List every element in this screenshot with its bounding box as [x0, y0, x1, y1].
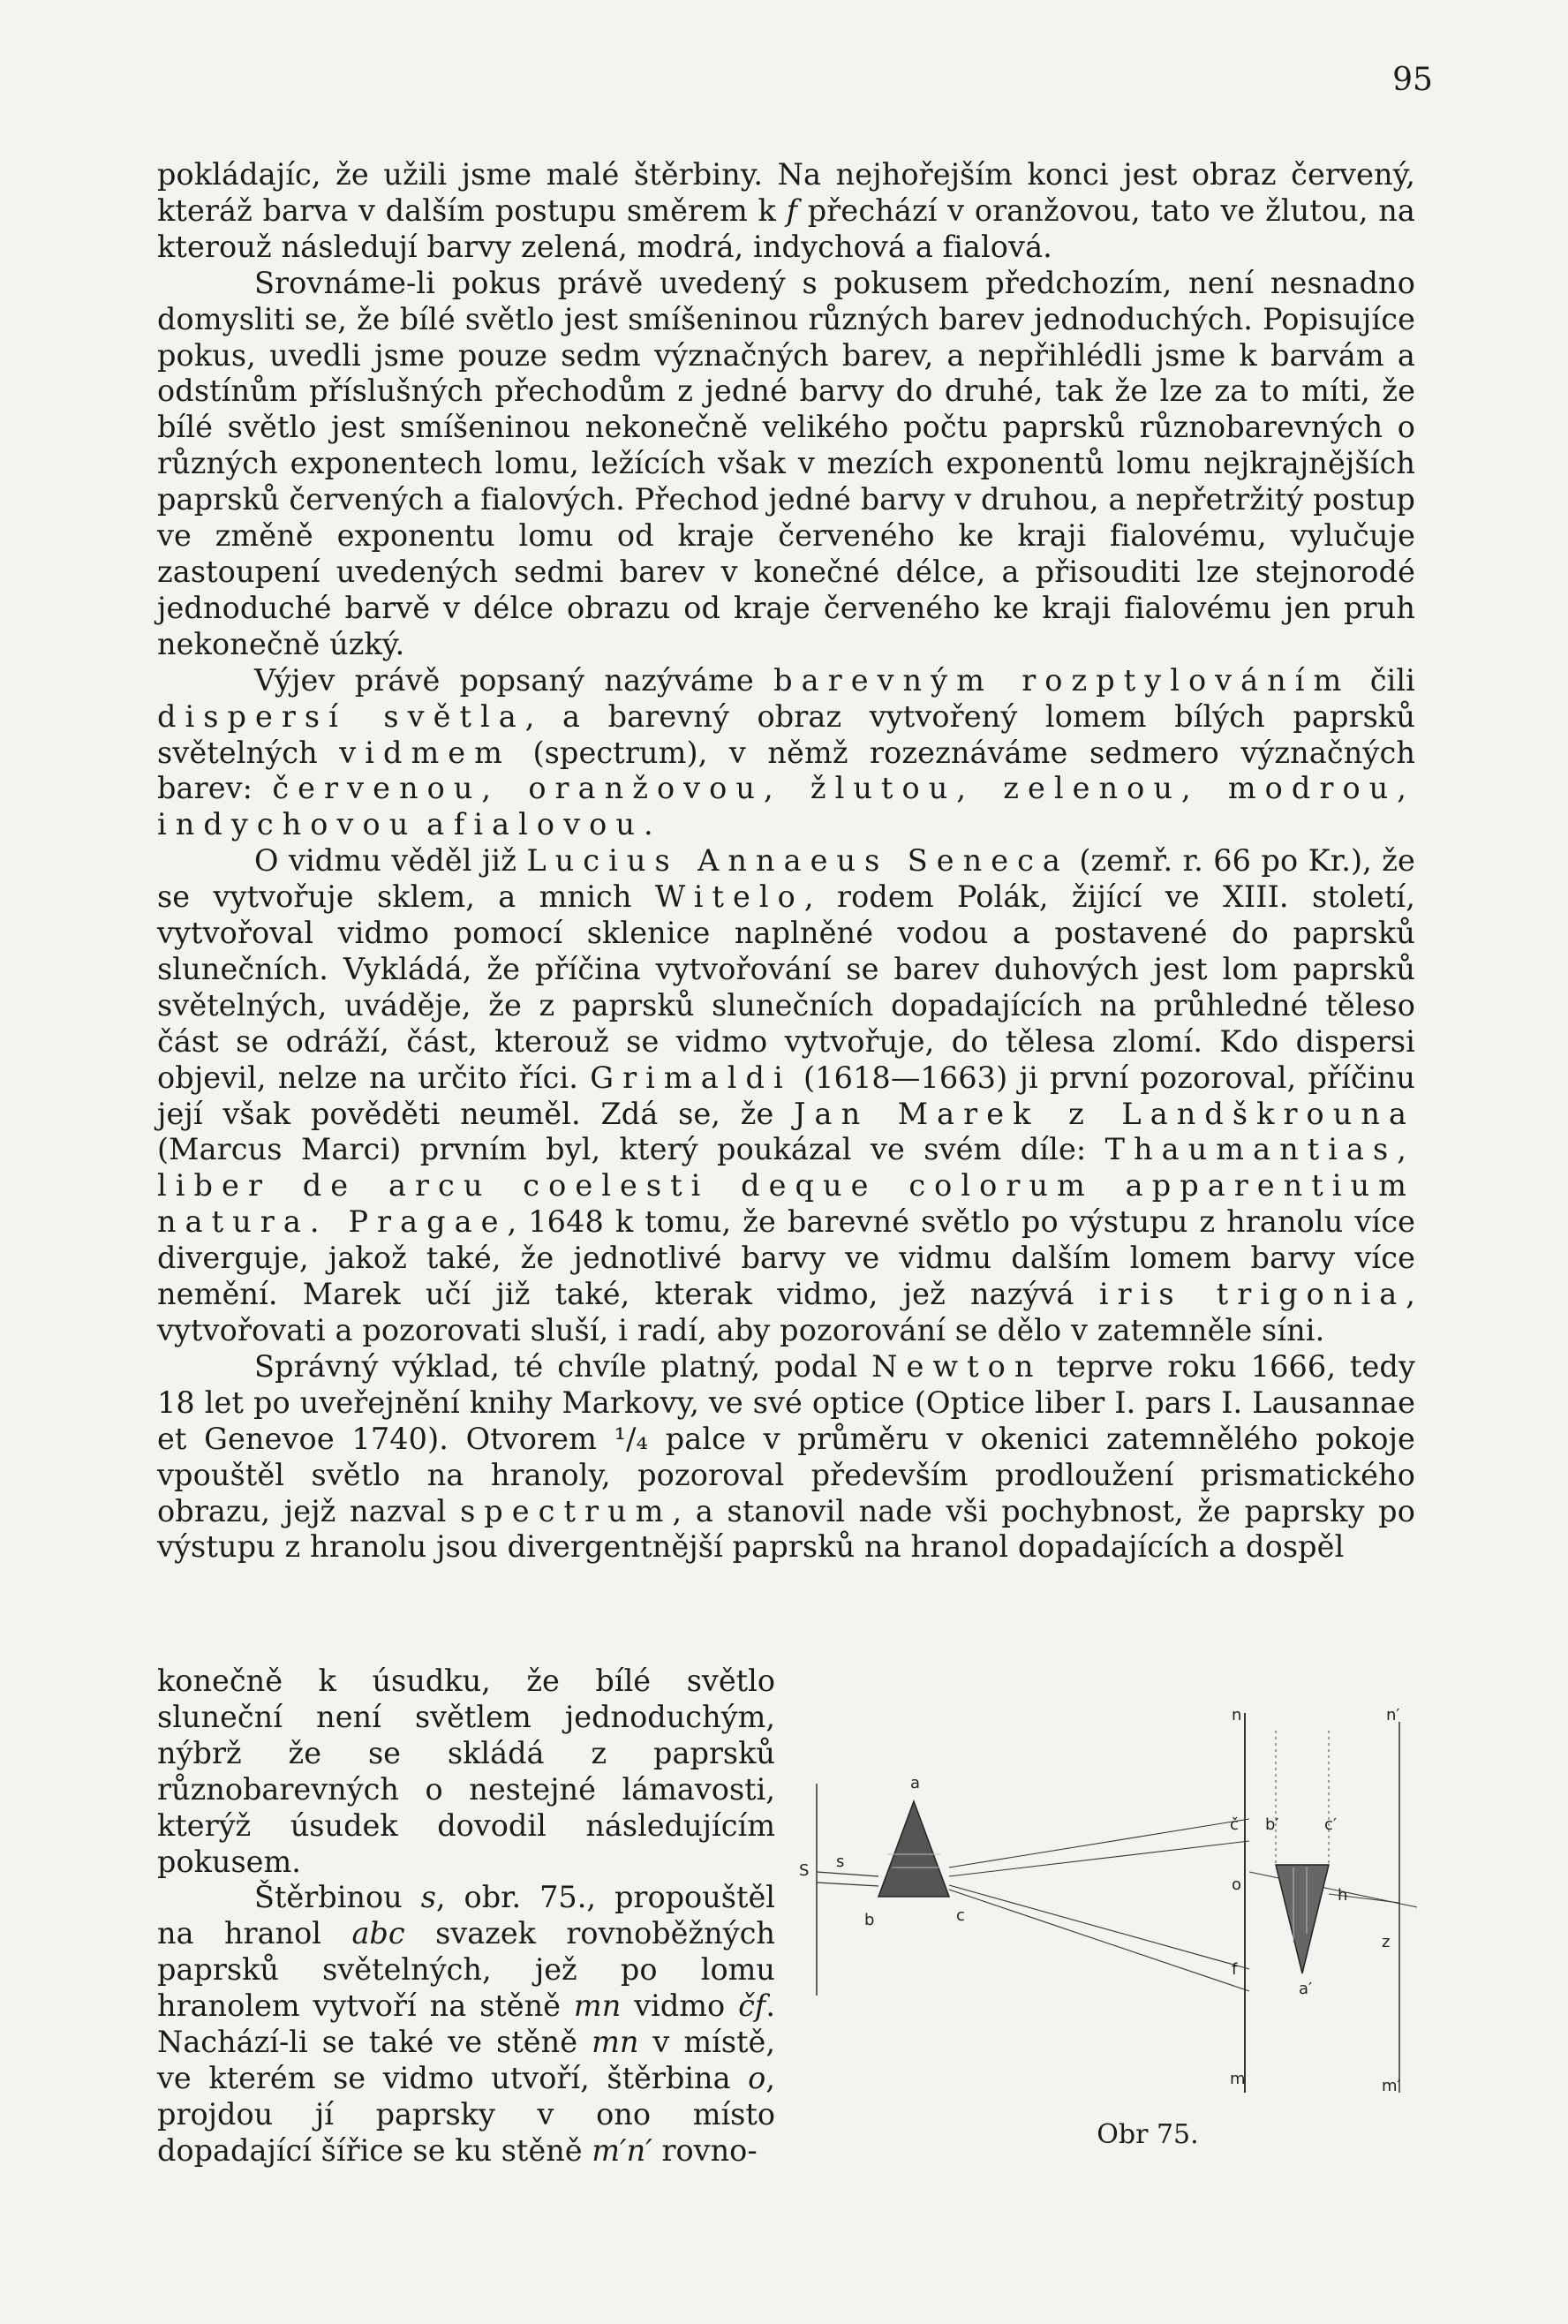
- spaced-emphasis: Thaumantias, liber de arcu coelesti deque colorum apparentium natura. Pragae: [157, 1132, 1415, 1240]
- text-run: Srovnáme-li pokus právě uvedený s pokusem předchozím, není nesnadno domysliti se, že bílé světlo jest smíšeninou různých barev jednoduchých. Popisujíce pokus, uvedli jsme pouze sedm význačných barev, a nepřihlédli jsme k barvám a odstínům příslušných přechodům z jedné barvy do druhé, tak že lze za to míti, že bílé světlo jest smíšeninou nekonečně velikého počtu paprsků různobarevných o různých exponentech lomu, ležících však v mezích exponentů lomu nejkrajnějších paprsků červených a fialových. Přechod jedné barvy v druhou, a nepřetržitý postup ve změně exponentu lomu od kraje červeného ke kraji fialovému, vylučuje zastoupení uvedených sedmi barev v konečné délce, a přisouditi lze stejnorodé jednoduché barvě v délce obrazu od kraje červeného ke kraji fialovému jen pruh nekonečně úzký.: [157, 265, 1415, 661]
- text-run: v místě, ve kterém se vidmo utvoří, štěrbina: [157, 2025, 775, 2095]
- prism-abc: [878, 1801, 949, 1897]
- prism-diagram: [799, 1678, 1435, 2119]
- text-run: , 1648 k tomu, že barevné světlo po výstupu z hranolu více diverguje, jakož také, že jednotlivé barvy ve vidmu dalším lomem barvy více nemění. Marek učí již také, kterak vidmo, jež nazývá: [157, 1204, 1415, 1312]
- ray-incident-1: [817, 1872, 878, 1876]
- paragraph: [157, 1880, 775, 2169]
- ray-refracted-3: [949, 1885, 1249, 1969]
- italic-symbol: s: [420, 1880, 436, 1915]
- spaced-emphasis: barevným rozptylováním: [773, 662, 1351, 698]
- spaced-emphasis: Newton: [871, 1348, 1043, 1384]
- text-run: rovno-: [652, 2132, 758, 2168]
- ray-refracted-4: [949, 1890, 1249, 1991]
- spaced-emphasis: spectrum: [460, 1493, 673, 1528]
- text-run: , obr. 75., propouštěl na hranol: [157, 1880, 775, 1951]
- text-run: Výjev právě popsaný nazýváme: [254, 662, 774, 698]
- text-run: (1618—1663) ji první pozoroval, příčinu její však pověděti neuměl. Zdá se, že: [157, 1060, 1416, 1131]
- text-run: čili: [1350, 662, 1415, 698]
- text-run: . Nachází-li se také ve stěně: [157, 1988, 775, 2060]
- spaced-emphasis: vidmem: [339, 735, 511, 770]
- ray-incident-2: [817, 1883, 878, 1886]
- text-run: (zemř. r. 66 po Kr.), že se vytvořuje sklem, a mnich: [157, 843, 1415, 915]
- label-a: a: [910, 1774, 921, 1792]
- text-run: O vidmu věděl již: [254, 843, 527, 879]
- label-c-hacek: č: [1230, 1815, 1239, 1834]
- label-n-prime: n′: [1386, 1706, 1400, 1724]
- label-z: z: [1382, 1933, 1391, 1951]
- spaced-emphasis: dispersí světla: [157, 698, 525, 734]
- text-run: pokládajíc, že užili jsme malé štěrbiny. Na nejhořejším konci jest obraz červený, kteráž barva v dalším postupu směrem k: [157, 157, 1415, 228]
- paragraph: [157, 843, 1415, 1349]
- text-run: , a barevný obraz vytvořený lomem bílých paprsků světelných: [157, 698, 1415, 770]
- italic-symbol: mn: [573, 1988, 622, 2024]
- spaced-emphasis: Grimaldi: [590, 1060, 792, 1095]
- ray-refracted-1: [949, 1819, 1249, 1868]
- italic-symbol: mn: [592, 2025, 639, 2060]
- text-run: Štěrbinou: [254, 1880, 421, 1915]
- wrapped-text: [157, 1664, 775, 2169]
- label-a-prime: a′: [1299, 1980, 1313, 1998]
- text-run: (Marcus Marci) prvním byl, který poukázal ve svém díle:: [157, 1132, 1105, 1167]
- spaced-emphasis: Lucius Annaeus Seneca: [526, 843, 1069, 879]
- spaced-emphasis: Jan Marek z Landškrouna: [794, 1096, 1415, 1131]
- paragraph: [157, 266, 1415, 663]
- label-b: b: [864, 1911, 875, 1929]
- label-m: m: [1230, 2070, 1246, 2088]
- text-run: přechází v oranžovou, tato ve žlutou, na kterouž následují barvy zelená, modrá, indychová a fialová.: [157, 192, 1415, 264]
- text-run: svazek rovnoběžných paprsků světelných, jež po lomu hranolem vytvoří na stěně: [157, 1916, 775, 2024]
- label-m-prime: m′: [1382, 2077, 1401, 2095]
- italic-symbol: abc: [351, 1916, 405, 1951]
- figure-caption: Obr 75.: [1097, 2119, 1199, 2150]
- label-b-prime: b′: [1265, 1815, 1279, 1834]
- paragraph: [157, 1664, 775, 1880]
- spaced-emphasis: iris trigonia: [1098, 1277, 1406, 1312]
- paragraph: [157, 1349, 1415, 1566]
- main-text: [157, 157, 1415, 1566]
- paragraph: [157, 157, 1415, 266]
- italic-symbol: čf: [738, 1988, 766, 2024]
- page-number: 95: [1392, 62, 1433, 98]
- spaced-emphasis: červenou, oranžovou, žlutou, zelenou, modrou, indychovou: [157, 771, 1415, 842]
- italic-symbol: m′n′: [592, 2132, 652, 2168]
- label-c: c: [956, 1906, 965, 1925]
- text-run: teprve roku 1666, tedy 18 let po uveřejnění knihy Markovy, ve své optice (Optice liber I. pars I. Lausannae et Genevoe 1740). Otvorem ¹/₄ palce v průměru v okenici zatemnělého pokoje vpouštěl světlo na hranoly, pozoroval především prodloužení prismatického obrazu, jejž nazval: [157, 1348, 1415, 1528]
- text-run: , rodem Polák, žijící ve XIII. století, vytvořoval vidmo pomocí sklenice naplněné vodou a postavené do paprsků slunečních. Vykládá, že příčina vytvořování se barev duhových jest lom paprsků světelných, uváděje, že z paprsků slunečních dopadajících na průhledné těleso část se odráží, část, kterouž se vidmo vytvořuje, do tělesa zlomí. Kdo dispersi objevil, nelze na určito říci.: [157, 879, 1415, 1095]
- ray-refracted-2: [949, 1841, 1249, 1876]
- label-c-prime: c′: [1324, 1815, 1337, 1834]
- text-run: , vytvořovati a pozorovati sluší, i radí, aby pozorování se dělo v zatemněle síni.: [157, 1277, 1415, 1347]
- label-n: n: [1232, 1706, 1242, 1724]
- text-run: Správný výklad, té chvíle platný, podal: [254, 1348, 872, 1384]
- italic-symbol: f: [786, 192, 798, 228]
- label-f: f: [1232, 1960, 1238, 1979]
- label-s: s: [836, 1852, 845, 1871]
- label-o: o: [1232, 1875, 1242, 1894]
- text-run: , projdou jí paprsky v ono místo dopadající šířice se ku stěně: [157, 2060, 775, 2168]
- text-run: (spectrum), v němž rozeznáváme sedmero význačných barev:: [157, 735, 1415, 806]
- spaced-emphasis: fialovou.: [453, 807, 662, 842]
- text-run: konečně k úsudku, že bílé světlo sluneční není světlem jednoduchým, nýbrž že se skládá z paprsků různobarevných o nestejné lámavosti, kterýž úsudek dovodil následujícím pokusem.: [157, 1664, 775, 1879]
- label-S: S: [799, 1861, 810, 1880]
- prism-second: [1276, 1865, 1329, 1973]
- figure-prism-experiment: [799, 1678, 1435, 2172]
- text-run: , a stanovil nade vši pochybnost, že paprsky po výstupu z hranolu jsou divergentnější paprsků na hranol dopadajících a dospěl: [157, 1493, 1415, 1565]
- label-h: h: [1338, 1886, 1348, 1905]
- paragraph: [157, 663, 1415, 844]
- italic-symbol: o: [748, 2060, 766, 2095]
- text-run: a: [417, 807, 454, 842]
- text-run: vidmo: [621, 1988, 739, 2024]
- spaced-emphasis: Witelo: [654, 879, 804, 915]
